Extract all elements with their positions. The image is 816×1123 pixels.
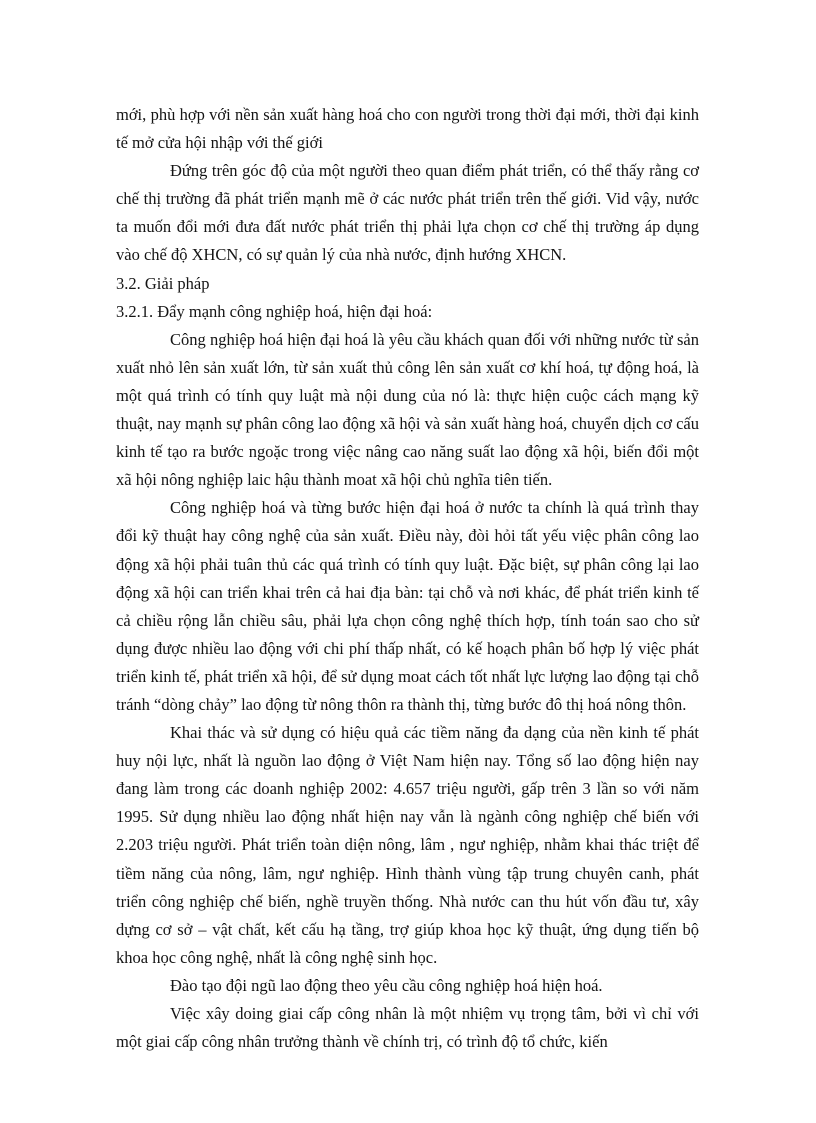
paragraph-industrialization-definition: Công nghiệp hoá hiện đại hoá là yêu cầu khách quan đối với những nước từ sản xuất nhỏ lên sản xuất lớn, từ sản xuất thủ công lên sản xuất cơ khí hoá, tự động hoá, là một quá trình có tính quy luật mà nội dung của nó là: thực hiện cuộc cách mạng kỹ thuật, nay mạnh sự phân công lao động xã hội và sản xuất hàng hoá, chuyển dịch cơ cấu kinh tế tạo ra bước ngoặc trong việc nâng cao năng suất lao động xã hội, biến đổi một xã hội nông nghiệp laic hậu thành moat xã hội chủ nghĩa tiên tiến. bbox=[116, 329, 699, 490]
paragraph-technology-change: Công nghiệp hoá và từng bước hiện đại hoá ở nước ta chính là quá trình thay đổi kỹ thuật hay công nghệ của sản xuất. Điều này, đòi hỏi tất yếu việc phân công lao động xã hội phải tuân thủ các quá trình có tính quy luật. Đặc biệt, sự phân công lại lao động xã hội can triển khai trên cả hai địa bàn: tại chỗ và nơi khác, để phát triển kinh tế cả chiều rộng lẫn chiều sâu, phải lựa chọn công nghệ thích hợp, tính toán sao cho sử dụng được nhiều lao động với chi phí thấp nhất, có kế hoạch phân bố hợp lý việc phát triển kinh tế, phát triển xã hội, để sử dụng moat cách tốt nhất lực lượng lao động tại chỗ tránh “dòng chảy” lao động từ nông thôn ra thành thị, từng bước đô thị hoá nông thôn. bbox=[116, 498, 699, 714]
paragraph-intro-continuation: mới, phù hợp với nền sản xuất hàng hoá cho con người trong thời đại mới, thời đại kinh tế mở cửa hội nhập với thế giới bbox=[116, 105, 699, 153]
subsection-heading-industrialization: 3.2.1. Đẩy mạnh công nghiệp hoá, hiện đại hoá: bbox=[116, 301, 433, 321]
paragraph-training-workforce: Đào tạo đội ngũ lao động theo yêu cầu công nghiệp hoá hiện hoá. bbox=[170, 975, 603, 995]
section-heading-solutions: 3.2. Giải pháp bbox=[116, 273, 210, 293]
paragraph-working-class: Việc xây doing giai cấp công nhân là một nhiệm vụ trọng tâm, bởi vì chỉ với một giai cấp công nhân trưởng thành về chính trị, có trình độ tổ chức, kiến bbox=[116, 1004, 699, 1052]
document-body bbox=[116, 101, 699, 1056]
paragraph-market-mechanism: Đứng trên góc độ của một người theo quan điểm phát triển, có thể thấy rằng cơ chế thị trường đã phát triển mạnh mẽ ở các nước phát triển trên thế giới. Vid vậy, nước ta muốn đổi mới đưa đất nước phát triển thị phải lựa chọn cơ chế thị trường áp dụng vào chế độ XHCN, có sự quản lý của nhà nước, định hướng XHCN. bbox=[116, 161, 699, 265]
paragraph-exploiting-potential: Khai thác và sử dụng có hiệu quả các tiềm năng đa dạng của nền kinh tế phát huy nội lực, nhất là nguồn lao động ở Việt Nam hiện nay. Tổng số lao động hiện nay đang làm trong các doanh nghiệp 2002: 4.657 triệu người, gấp trên 3 lần so với năm 1995. Sử dụng nhiều lao động nhất hiện nay vẫn là ngành công nghiệp chế biến với 2.203 triệu người. Phát triển toàn diện nông, lâm , ngư nghiệp, nhằm khai thác triệt để tiềm năng của nông, lâm, ngư nghiệp. Hình thành vùng tập trung chuyên canh, phát triển công nghiệp chế biến, nghề truyền thống. Nhà nước can thu hút vốn đầu tư, xây dựng cơ sở – vật chất, kết cấu hạ tầng, trợ giúp khoa học kỹ thuật, ứng dụng tiến bộ khoa học công nghệ, nhất là công nghệ sinh học. bbox=[116, 723, 699, 967]
